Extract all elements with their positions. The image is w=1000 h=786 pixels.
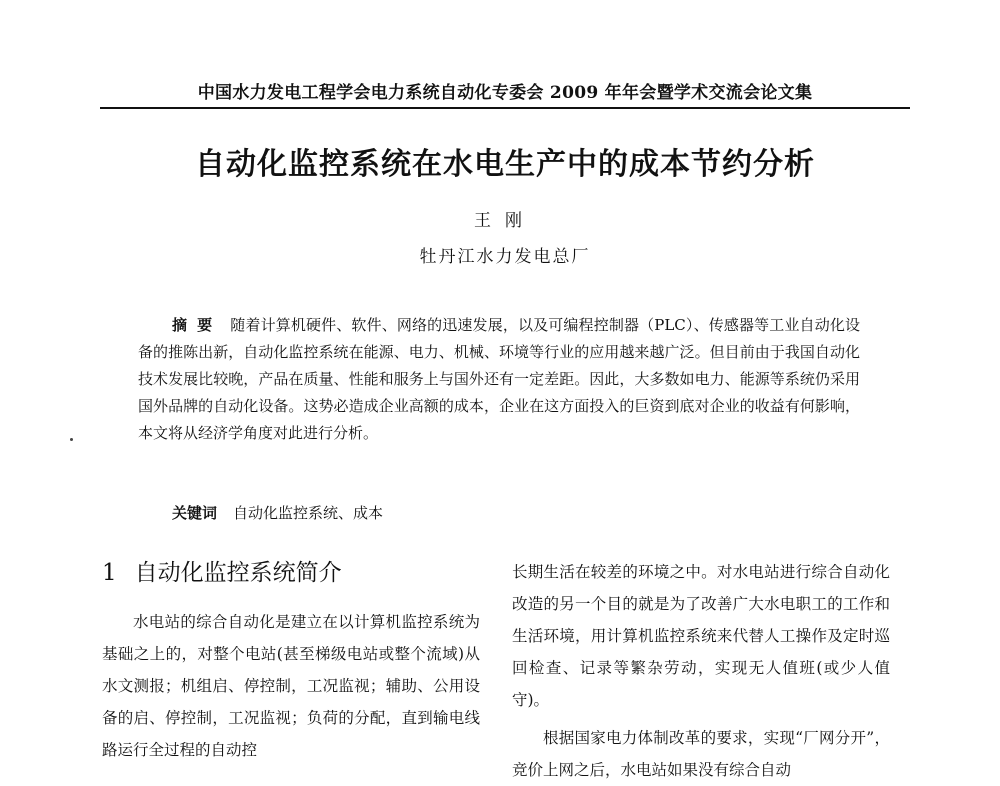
body-paragraph: 水电站的综合自动化是建立在以计算机监控系统为基础之上的，对整个电站(甚至梯级电站或整个流域)从水文测报；机组启、停控制，工况监视；辅助、公用设备的启、停控制，工况监视；负荷的分配，直到输电线路运行全过程的自动控: [102, 613, 480, 759]
section-number: 1: [102, 560, 117, 586]
author-affiliation: 牡丹江水力发电总厂: [419, 247, 591, 267]
author-name: 王刚: [474, 211, 536, 231]
body-paragraph: 根据国家电力体制改革的要求，实现“厂网分开”，竞价上网之后，水电站如果没有综合自动: [512, 729, 890, 779]
abstract-label: 摘要: [172, 316, 223, 334]
paper-title: 自动化监控系统在水电生产中的成本节约分析: [195, 147, 815, 182]
abstract: [138, 312, 860, 447]
running-head: 中国水力发电工程学会电力系统自动化专委会 2009 年年会暨学术交流会论文集: [197, 83, 813, 103]
section-title: 自动化监控系统简介: [134, 560, 342, 586]
section-heading: [102, 556, 480, 590]
body-column-right: [512, 556, 890, 786]
abstract-text: 随着计算机硬件、软件、网络的迅速发展，以及可编程控制器（PLC）、传感器等工业自动化设备的推陈出新，自动化监控系统在能源、电力、机械、环境等行业的应用越来越广泛。但目前由于我国自动化技术发展比较晚，产品在质量、性能和服务上与国外还有一定差距。因此，大多数如电力、能源等系统仍采用国外品牌的自动化设备。这势必造成企业高额的成本，企业在这方面投入的巨资到底对企业的收益有何影响，本文将从经济学角度对此进行分析。: [138, 316, 860, 442]
body-paragraph: 长期生活在较差的环境之中。对水电站进行综合自动化改造的另一个目的就是为了改善广大水电职工的工作和生活环境，用计算机监控系统来代替人工操作及定时巡回检查、记录等繁杂劳动，实现无人值班(或少人值守)。: [512, 563, 890, 709]
body-column-left: [102, 556, 480, 766]
keywords-text: 自动化监控系统、成本: [233, 504, 384, 522]
keywords: [172, 500, 862, 527]
scan-speck: [70, 438, 73, 441]
keywords-label: 关键词: [172, 504, 218, 522]
header-rule: [100, 107, 910, 109]
